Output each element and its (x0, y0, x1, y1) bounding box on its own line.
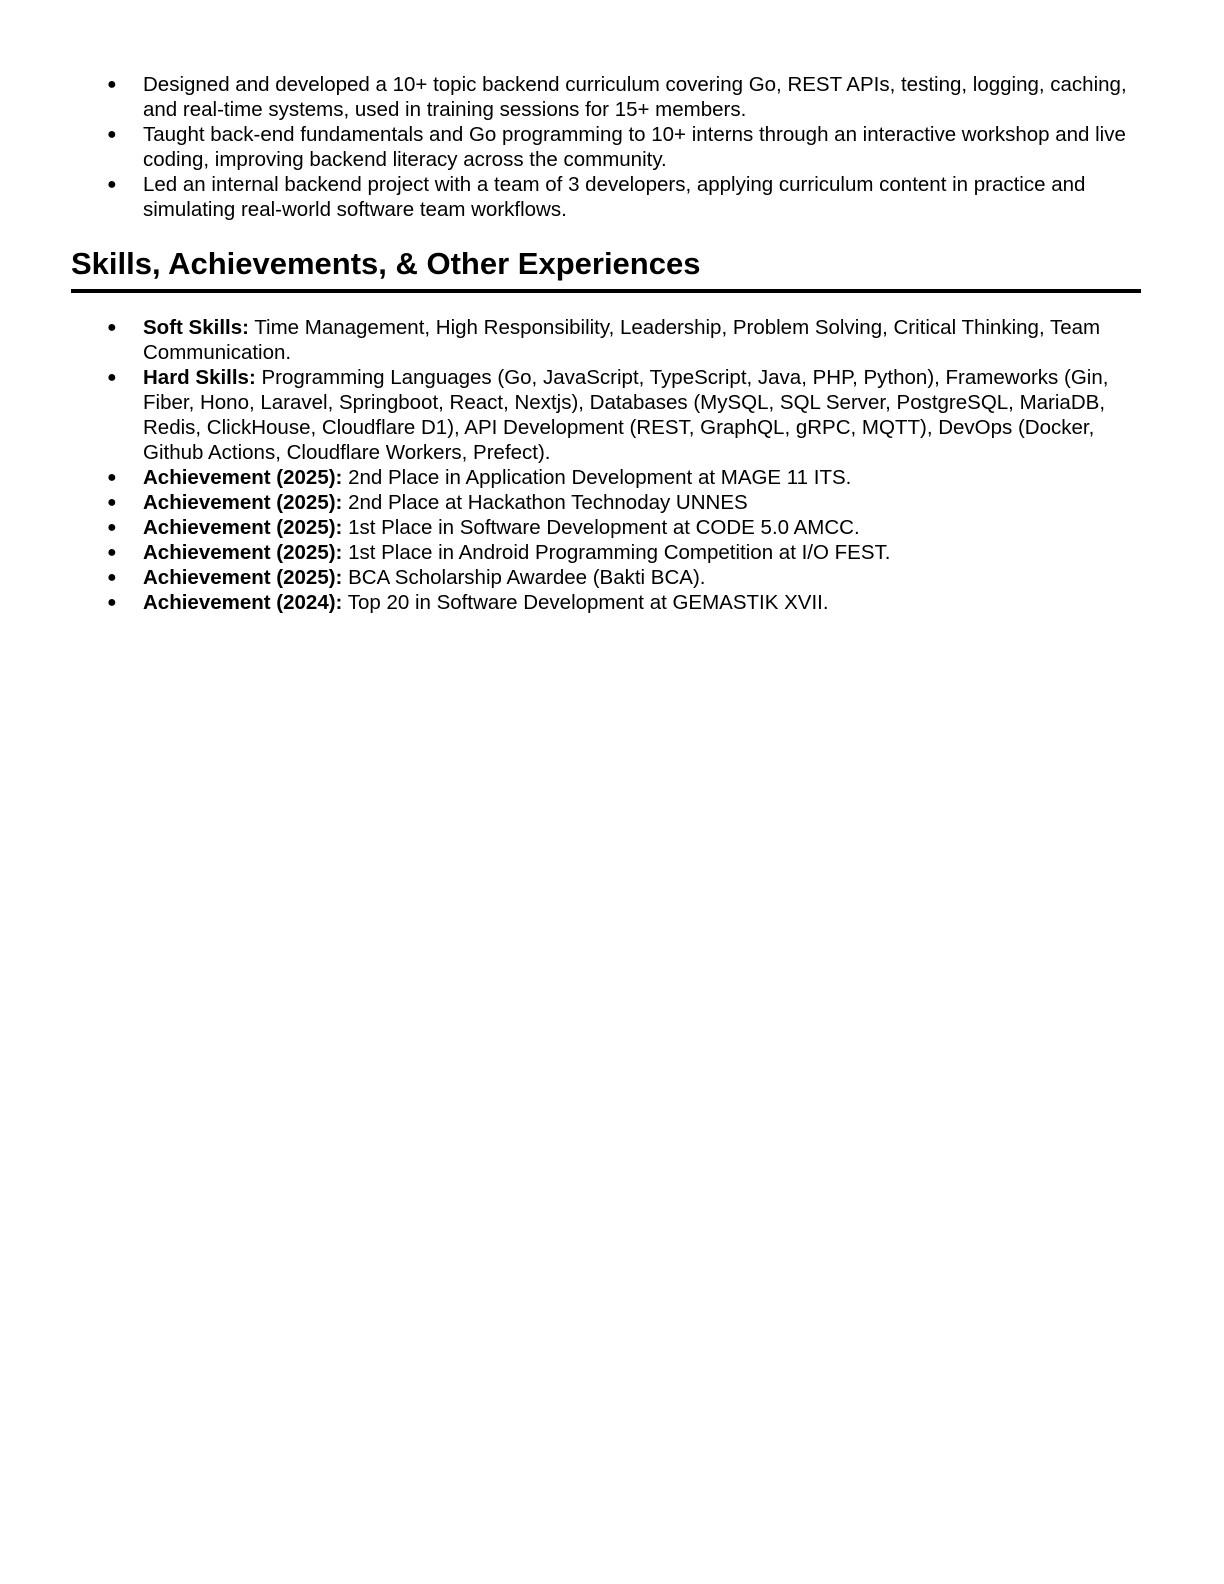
bullet-icon: ● (107, 569, 117, 586)
list-item (107, 490, 1137, 515)
bullet-icon: ● (107, 76, 117, 93)
list-item (107, 315, 1137, 365)
list-item (107, 72, 1137, 122)
list-item (107, 515, 1137, 540)
bullet-icon: ● (107, 544, 117, 561)
item-text: 1st Place in Android Programming Competition at I/O FEST. (342, 541, 891, 564)
bullet-icon: ● (107, 469, 117, 486)
item-label: Achievement (2024): (143, 591, 343, 614)
item-label: Achievement (2025): (143, 466, 343, 489)
bullet-icon: ● (107, 319, 117, 336)
item-text: Top 20 in Software Development at GEMASTIK XVII. (342, 591, 829, 614)
section-divider (71, 289, 1141, 293)
bullet-icon: ● (107, 126, 117, 143)
list-item (107, 365, 1137, 465)
item-text: Time Management, High Responsibility, Leadership, Problem Solving, Critical Thinking, Team Communication. (143, 316, 1101, 364)
list-item (107, 540, 1137, 565)
item-text: BCA Scholarship Awardee (Bakti BCA). (342, 566, 706, 589)
item-label: Achievement (2025): (143, 516, 343, 539)
skills-bullet-list (107, 315, 1137, 615)
list-item (107, 590, 1137, 615)
list-item (107, 172, 1137, 222)
bullet-text: Designed and developed a 10+ topic backend curriculum covering Go, REST APIs, testing, logging, caching, and real-time systems, used in training sessions for 15+ members. (143, 73, 1127, 121)
section-heading: Skills, Achievements, & Other Experiences (71, 246, 701, 281)
list-item (107, 122, 1137, 172)
item-label: Achievement (2025): (143, 566, 343, 589)
item-label: Achievement (2025): (143, 491, 343, 514)
item-label: Hard Skills: (143, 366, 256, 389)
bullet-icon: ● (107, 494, 117, 511)
item-text: Programming Languages (Go, JavaScript, TypeScript, Java, PHP, Python), Frameworks (Gin, Fiber, Hono, Laravel, Springboot, React, Nextjs), Databases (MySQL, SQL Server, PostgreSQL, MariaDB, Redis, ClickHouse, Cloudflare D1), API Development (REST, GraphQL, gRPC, MQTT), DevOps (Docker, Github Actions, Cloudflare Workers, Prefect). (143, 366, 1109, 464)
experience-bullet-list (107, 72, 1137, 222)
item-label: Soft Skills: (143, 316, 249, 339)
item-text: 2nd Place in Application Development at MAGE 11 ITS. (342, 466, 852, 489)
bullet-text: Led an internal backend project with a team of 3 developers, applying curriculum content in practice and simulating real-world software team workflows. (143, 173, 1086, 221)
item-label: Achievement (2025): (143, 541, 343, 564)
list-item (107, 465, 1137, 490)
bullet-icon: ● (107, 176, 117, 193)
item-text: 2nd Place at Hackathon Technoday UNNES (342, 491, 748, 514)
list-item (107, 565, 1137, 590)
bullet-icon: ● (107, 369, 117, 386)
bullet-icon: ● (107, 519, 117, 536)
bullet-icon: ● (107, 594, 117, 611)
bullet-text: Taught back-end fundamentals and Go programming to 10+ interns through an interactive workshop and live coding, improving backend literacy across the community. (143, 123, 1126, 171)
item-text: 1st Place in Software Development at CODE 5.0 AMCC. (342, 516, 860, 539)
